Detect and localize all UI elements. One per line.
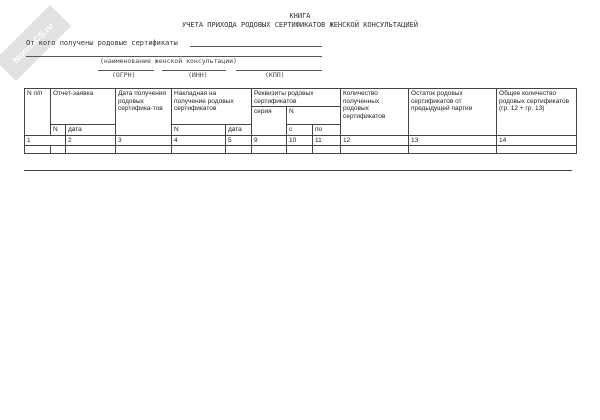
title-line-2: УЧЕТА ПРИХОДА РОДОВЫХ СЕРТИФИКАТОВ ЖЕНСКОЙ КОНСУЛЬТАЦИЕЙ <box>181 21 418 29</box>
col-num-14: 14 <box>497 135 577 146</box>
header-cert-from: с <box>287 125 313 136</box>
header-report-n: N <box>51 125 66 136</box>
header-report-date: дата <box>66 125 116 136</box>
kpp-caption: (КПП) <box>265 71 285 79</box>
header-requisites: Реквизиты родовых сертификатов <box>252 89 341 107</box>
header-total: Общее количество родовых сертификатов (гр. 12 + гр. 13) <box>497 89 577 136</box>
ledger-table <box>24 88 577 154</box>
col-num-10: 10 <box>287 135 313 146</box>
header-quantity: Количество полученных родовых сертификатов <box>341 89 409 136</box>
header-report: Отчет-заявка <box>51 89 116 125</box>
ogrn-caption: (ОГРН) <box>112 71 136 79</box>
from-label: От кого получены родовые сертификаты <box>26 39 178 47</box>
from-underline <box>190 46 322 47</box>
col-num-9: 9 <box>252 135 287 146</box>
header-invoice: Накладная на получение родовых сертификатов <box>172 89 252 125</box>
document-title <box>0 12 600 30</box>
header-num: N п/п <box>25 89 51 136</box>
col-num-5: 5 <box>226 135 252 146</box>
watermark: NormaCS.ru <box>0 5 71 81</box>
col-num-12: 12 <box>341 135 409 146</box>
header-invoice-date: дата <box>226 125 252 136</box>
header-cert-to: по <box>313 125 341 136</box>
table-row <box>25 146 577 154</box>
bottom-rule <box>24 170 572 171</box>
consultation-caption: (наименование женской консультации) <box>100 57 237 65</box>
header-series: серия <box>252 107 287 136</box>
title-line-1: КНИГА <box>289 12 311 20</box>
col-num-2: 2 <box>66 135 116 146</box>
col-num-13: 13 <box>409 135 497 146</box>
header-date-received: Дата получения родовых сертифика-тов <box>116 89 172 136</box>
header-remainder: Остаток родовых сертификатов от предыдущей партии <box>409 89 497 136</box>
col-num-1: 1 <box>25 135 66 146</box>
header-invoice-n: N <box>172 125 226 136</box>
col-num-3: 3 <box>116 135 172 146</box>
col-num-11: 11 <box>313 135 341 146</box>
inn-caption: (ИНН) <box>188 71 208 79</box>
header-cert-n: N <box>287 107 341 125</box>
col-num-4: 4 <box>172 135 226 146</box>
